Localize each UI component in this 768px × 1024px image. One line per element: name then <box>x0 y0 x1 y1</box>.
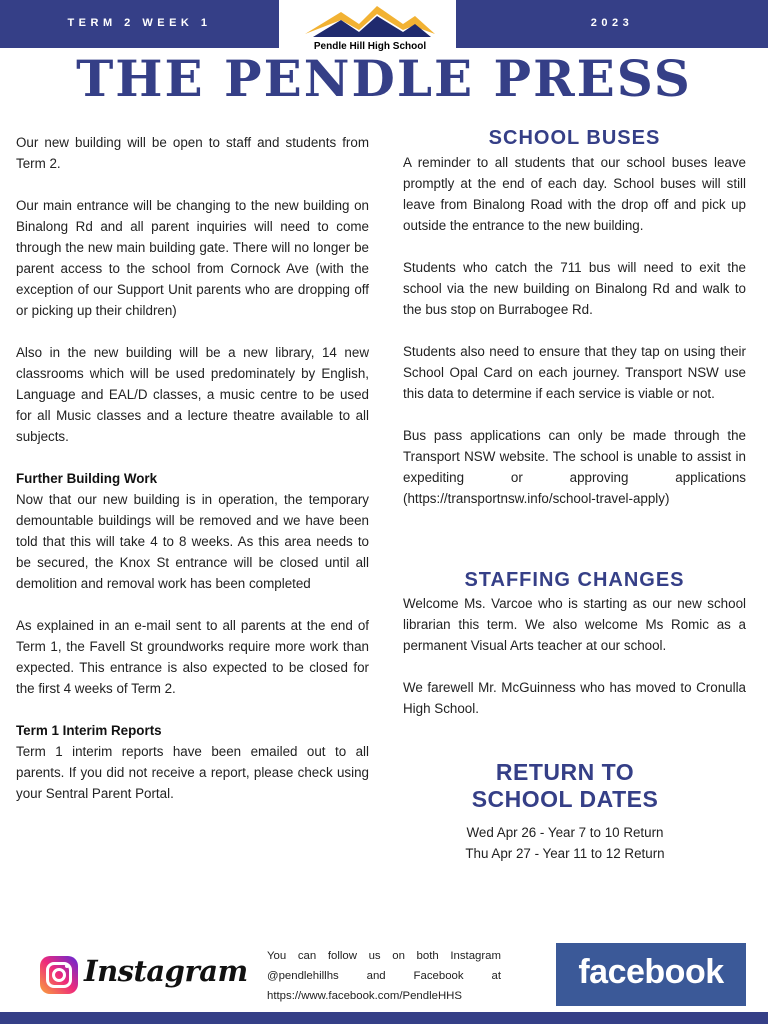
masthead-title: THE PENDLE PRESS <box>76 49 692 108</box>
year-label: 2023 <box>590 17 634 29</box>
paragraph-staff-farewell: We farewell Mr. McGuinness who has moved to Cronulla High School. <box>403 680 746 716</box>
paragraph-staff-welcome: Welcome Ms. Varcoe who is starting as our new school librarian this term. We also welcome Ms Romic as a permanent Visual Arts teacher at our school. <box>403 596 746 653</box>
facebook-wordmark: facebook <box>578 953 724 991</box>
facebook-logo[interactable] <box>556 943 746 1006</box>
paragraph-interim-reports: Term 1 interim reports have been emailed out to all parents. If you did not receive a report, please check using your Sentral Parent Portal. <box>16 744 369 801</box>
heading-return-to-school <box>403 759 727 813</box>
heading-staffing-changes: STAFFING CHANGES <box>464 569 685 591</box>
left-column <box>16 132 369 804</box>
paragraph-711-bus: Students who catch the 711 bus will need to exit the school via the new building on Binalong Rd and walk to the bus stop on Burrabogee Rd. <box>403 260 746 317</box>
follow-us-text: You can follow us on both Instagram @pendlehillhs and Facebook at https://www.facebook.com/PendleHHS <box>267 950 501 1002</box>
paragraph-bus-reminder: A reminder to all students that our school buses leave promptly at the end of each day. School buses will still leave from Binalong Road with the drop off and pick up outside the entrance to the new building. <box>403 155 746 233</box>
paragraph-new-building: Our new building will be open to staff and students from Term 2. <box>16 135 369 171</box>
paragraph-new-facilities: Also in the new building will be a new library, 14 new classrooms which will be used predominately by English, Language and EAL/D classes, a music centre to be used for all Music classes and a lecture theatre available to all subjects. <box>16 345 369 444</box>
heading-further-building-work: Further Building Work <box>16 471 158 486</box>
return-date-seniors: Thu Apr 27 - Year 11 to 12 Return <box>465 846 665 861</box>
return-dates <box>403 822 727 864</box>
heading-interim-reports: Term 1 Interim Reports <box>16 723 162 738</box>
paragraph-bus-pass: Bus pass applications can only be made through the Transport NSW website. The school is unable to assist in expediting or approving applications (https://transportnsw.info/school-travel-apply) <box>403 428 746 506</box>
paragraph-demountables: Now that our new building is in operation, the temporary demountable buildings will be removed and we have been told that this will take 4 to 8 weeks. As this area needs to be secured, the Knox St entrance will be closed until all demolition and removal work has been completed <box>16 492 369 591</box>
school-name: Pendle Hill High School <box>313 41 427 52</box>
footer-bar <box>0 1012 768 1024</box>
instagram-wordmark: Instagram <box>84 954 248 988</box>
paragraph-favell-st: As explained in an e-mail sent to all parents at the end of Term 1, the Favell St groundworks require more work than expected. This entrance is also expected to be closed for the first 4 weeks of Term 2. <box>16 618 369 696</box>
mountain-logo-icon <box>303 4 437 40</box>
term-label: TERM 2 WEEK 1 <box>67 17 212 29</box>
instagram-logo[interactable] <box>40 954 248 998</box>
heading-return-line2: SCHOOL DATES <box>471 786 659 812</box>
instagram-icon <box>40 956 78 994</box>
paragraph-main-entrance: Our main entrance will be changing to the new building on Binalong Rd and all parent inquiries will need to come through the new main building gate. There will no longer be parent access to the school from Cornock Ave (with the exception of our Support Unit parents who are dropping off or picking up their children) <box>16 198 369 318</box>
right-column-staffing <box>403 593 746 719</box>
paragraph-opal-card: Students also need to ensure that they tap on using their School Opal Card on each journey. Transport NSW use this data to determine if each service is viable or not. <box>403 344 746 401</box>
school-logo <box>300 4 440 52</box>
right-column-buses <box>403 152 746 509</box>
heading-return-line1: RETURN TO <box>495 759 635 785</box>
return-date-juniors: Wed Apr 26 - Year 7 to 10 Return <box>466 825 664 840</box>
heading-school-buses: SCHOOL BUSES <box>488 127 661 149</box>
